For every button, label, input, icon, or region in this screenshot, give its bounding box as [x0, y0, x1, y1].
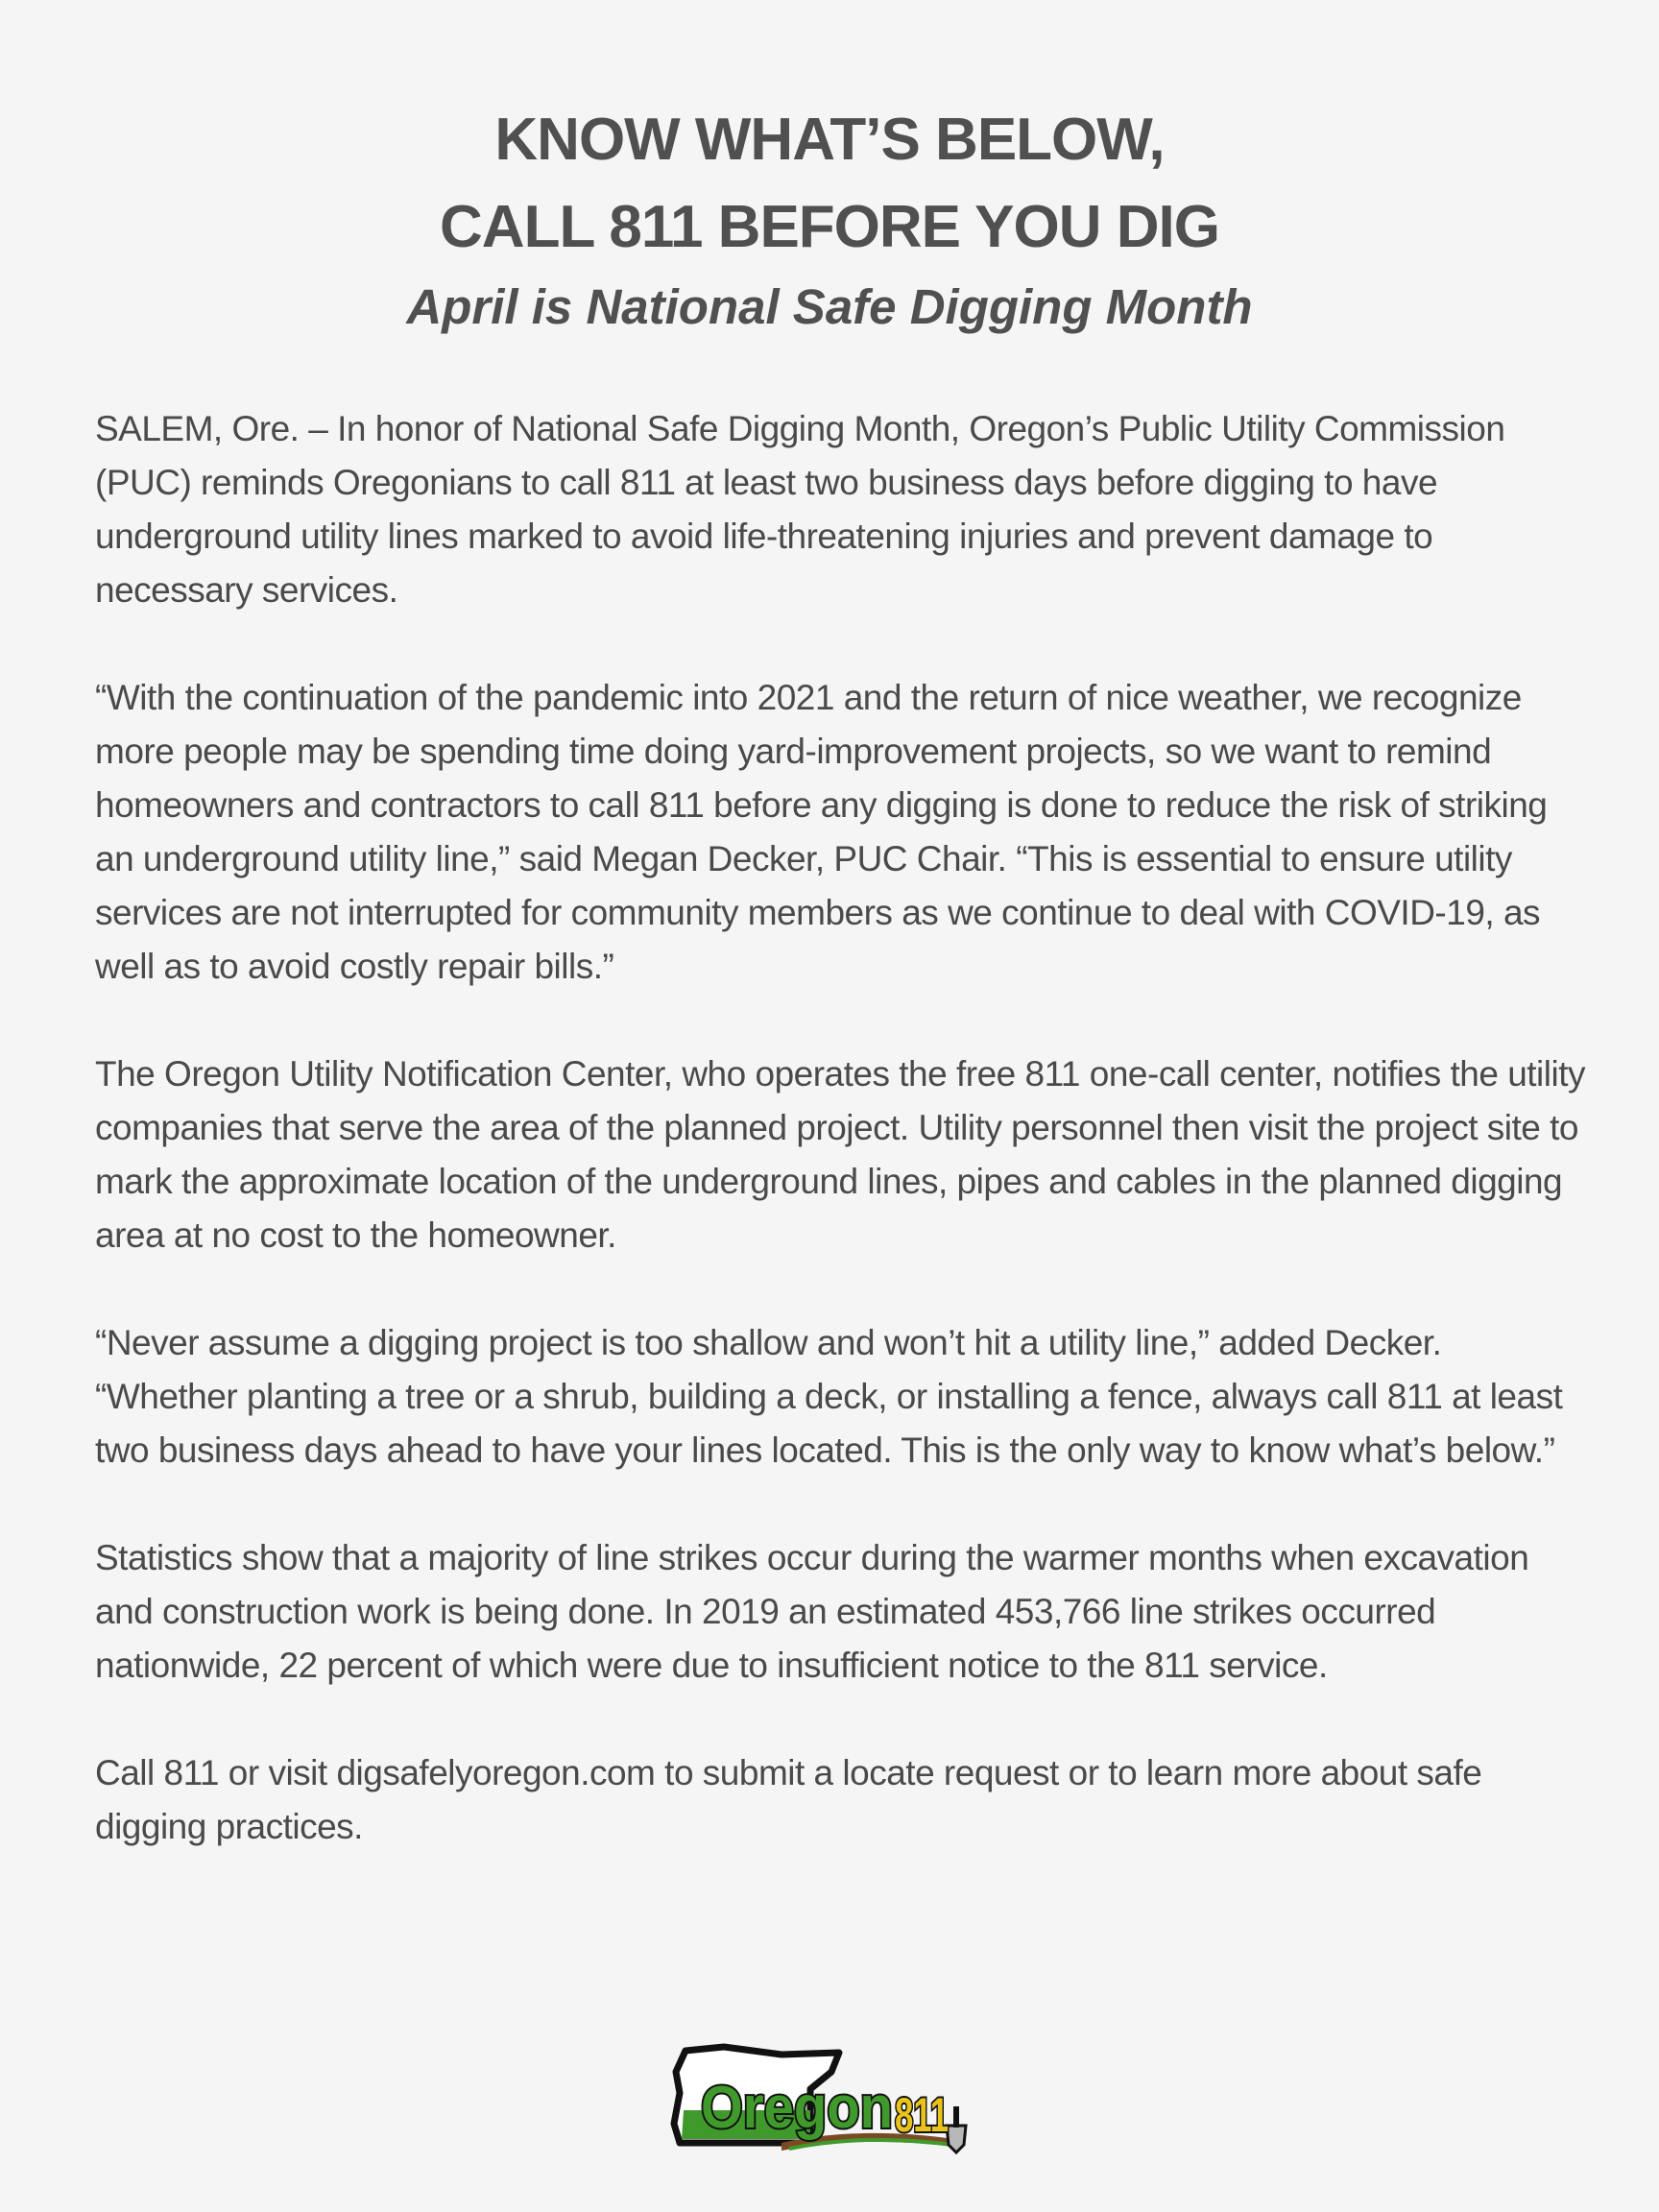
headline-line-2: CALL 811 BEFORE YOU DIG [440, 194, 1219, 260]
oregon-811-logo [666, 2043, 993, 2158]
logo-number: 811 [895, 2088, 949, 2142]
paragraph-notification-center: The Oregon Utility Notification Center, who operates the free 811 one-call center, notifies the utility companies that serve the area of the planned project. Utility personnel then visit the project site to mark the approximate location of the underground lines, pipes and cables in the planned digging area at no cost to the homeowner. [95, 1054, 1586, 1255]
shovel-icon [947, 2106, 966, 2152]
logo-word: Oregon [701, 2075, 893, 2141]
headline-line-1: KNOW WHAT’S BELOW, [494, 107, 1165, 173]
subheadline: April is National Safe Digging Month [406, 279, 1253, 334]
paragraph-intro: SALEM, Ore. – In honor of National Safe Digging Month, Oregon’s Public Utility Commission (PUC) reminds Oregonians to call 811 at least two business days before digging to have underground utility lines marked to avoid life-threatening injuries and prevent damage to necessary services. [95, 409, 1505, 610]
paragraph-call-to-action: Call 811 or visit digsafelyoregon.com to submit a locate request or to learn more about safe digging practices. [95, 1753, 1482, 1846]
paragraph-quote-decker: “With the continuation of the pandemic into 2021 and the return of nice weather, we recognize more people may be spending time doing yard-improvement projects, so we want to remind homeowners and contractors to call 811 before any digging is done to reduce the risk of striking an underground utility line,” said Megan Decker, PUC Chair. “This is essential to ensure utility services are not interrupted for community members as we continue to deal with COVID-19, as well as to avoid costly repair bills.” [95, 678, 1548, 986]
article-body [95, 402, 1593, 1908]
paragraph-quote-never-assume: “Never assume a digging project is too shallow and won’t hit a utility line,” added Decker. “Whether planting a tree or a shrub, building a deck, or installing a fence, always call 811 at least two business days ahead to have your lines located. This is the only way to know what’s below.” [95, 1323, 1563, 1470]
paragraph-statistics: Statistics show that a majority of line strikes occur during the warmer months when excavation and construction work is being done. In 2019 an estimated 453,766 line strikes occurred nationwide, 22 percent of which were due to insufficient notice to the 811 service. [95, 1538, 1529, 1685]
